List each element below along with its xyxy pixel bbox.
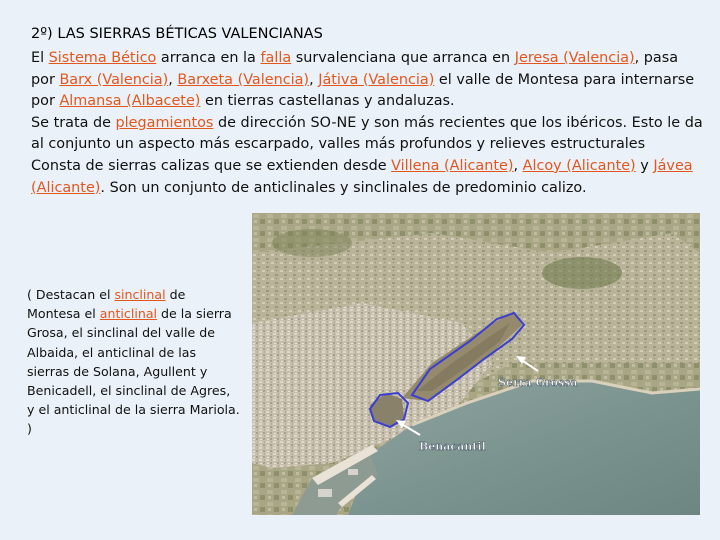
body-text (31, 48, 703, 199)
link-javea[interactable]: Jávea (Alicante) (31, 157, 693, 196)
link-anticlinal[interactable]: anticlinal (99, 306, 158, 322)
label-benacantil: Benacantil (419, 440, 486, 453)
text-run: de la sierra Grosa, el sinclinal del valle de Albaida, el anticlinal de las sierras de Solana, Agullent y Benicadell, el sinclinal de Agres, y el anticlinal de la sierra Mariola. ) (27, 306, 240, 437)
text-run: El (31, 50, 49, 66)
link-alcoy[interactable]: Alcoy (Alicante) (522, 157, 636, 174)
text-run: , pasa por (31, 50, 679, 88)
text-run: Se trata de (31, 114, 116, 131)
paragraph-1 (31, 48, 703, 113)
slide-title: 2º) LAS SIERRAS BÉTICAS VALENCIANAS (31, 26, 323, 42)
text-run: , (513, 157, 523, 174)
paragraph-3 (31, 156, 703, 199)
link-jativa[interactable]: Játiva (Valencia) (318, 71, 435, 88)
link-falla[interactable]: falla (260, 50, 292, 66)
text-run: de dirección SO-NE y son más recientes que los ibéricos. Esto le da al conjunto un aspecto más escarpado, valles más profundos y relieves estructurales (31, 114, 703, 153)
link-almansa[interactable]: Almansa (Albacete) (59, 93, 201, 110)
caption-text (27, 285, 241, 439)
text-run: Consta de sierras calizas que se extienden desde (31, 157, 392, 174)
label-serra-grossa: Serra Grossa (498, 376, 578, 389)
text-run: . Son un conjunto de anticlinales y sinclinales de predominio calizo. (100, 179, 587, 196)
text-run: ( Destacan el (27, 287, 115, 302)
text-run: survalenciana que arranca en (291, 50, 515, 66)
link-villena[interactable]: Villena (Alicante) (391, 157, 514, 174)
text-run: arranca en la (156, 50, 261, 66)
aerial-photo-svg (252, 213, 700, 515)
link-plegamientos[interactable]: plegamientos (115, 114, 214, 131)
link-sistema-betico[interactable]: Sistema Bético (48, 50, 157, 66)
text-run: de Montesa el (27, 287, 186, 322)
text-run: , (309, 71, 319, 88)
text-run: en tierras castellanas y andaluzas. (200, 93, 455, 110)
text-run: el valle de Montesa para internarse por (31, 71, 695, 110)
link-barxeta[interactable]: Barxeta (Valencia) (177, 71, 310, 88)
paragraph-2 (31, 113, 703, 156)
link-barx[interactable]: Barx (Valencia) (59, 71, 169, 88)
link-sinclinal[interactable]: sinclinal (114, 287, 166, 302)
text-run: , (168, 71, 178, 88)
text-run: y (635, 157, 654, 174)
aerial-photo-alicante (252, 213, 700, 515)
link-jeresa[interactable]: Jeresa (Valencia) (514, 50, 635, 66)
